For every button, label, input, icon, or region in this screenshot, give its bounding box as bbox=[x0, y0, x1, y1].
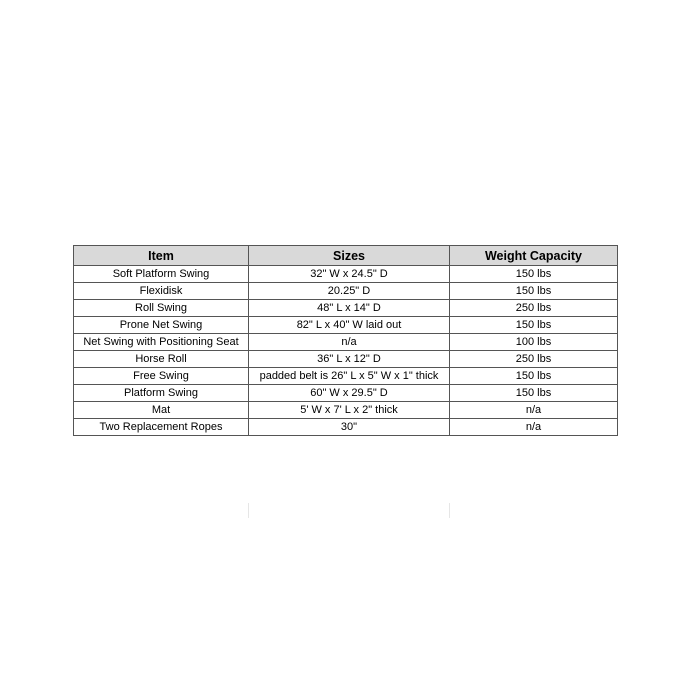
table-row bbox=[74, 419, 618, 436]
weight-capacity-cell: n/a bbox=[450, 419, 618, 436]
item-cell: Horse Roll bbox=[74, 351, 249, 368]
item-cell: Two Replacement Ropes bbox=[74, 419, 249, 436]
weight-capacity-cell: 150 lbs bbox=[450, 368, 618, 385]
weight-capacity-cell: n/a bbox=[450, 402, 618, 419]
sizes-cell: padded belt is 26" L x 5" W x 1" thick bbox=[249, 368, 450, 385]
sizes-cell: 48" L x 14" D bbox=[249, 300, 450, 317]
sizes-cell: 82" L x 40" W laid out bbox=[249, 317, 450, 334]
sizes-cell: 30" bbox=[249, 419, 450, 436]
table-row bbox=[74, 368, 618, 385]
product-specs-table bbox=[73, 245, 618, 436]
weight-capacity-cell: 250 lbs bbox=[450, 300, 618, 317]
item-cell: Flexidisk bbox=[74, 283, 249, 300]
table-row bbox=[74, 351, 618, 368]
faint-divider-line bbox=[248, 503, 249, 518]
item-cell: Net Swing with Positioning Seat bbox=[74, 334, 249, 351]
item-cell: Prone Net Swing bbox=[74, 317, 249, 334]
item-cell: Mat bbox=[74, 402, 249, 419]
table-row bbox=[74, 266, 618, 283]
column-header-item: Item bbox=[74, 246, 249, 266]
weight-capacity-cell: 250 lbs bbox=[450, 351, 618, 368]
item-cell: Soft Platform Swing bbox=[74, 266, 249, 283]
sizes-cell: 32" W x 24.5" D bbox=[249, 266, 450, 283]
column-header-weight-capacity: Weight Capacity bbox=[450, 246, 618, 266]
sizes-cell: n/a bbox=[249, 334, 450, 351]
table-row bbox=[74, 300, 618, 317]
table-row bbox=[74, 402, 618, 419]
item-cell: Roll Swing bbox=[74, 300, 249, 317]
weight-capacity-cell: 150 lbs bbox=[450, 385, 618, 402]
table-row bbox=[74, 317, 618, 334]
item-cell: Platform Swing bbox=[74, 385, 249, 402]
sizes-cell: 60" W x 29.5" D bbox=[249, 385, 450, 402]
sizes-cell: 36" L x 12" D bbox=[249, 351, 450, 368]
table-row bbox=[74, 385, 618, 402]
sizes-cell: 20.25" D bbox=[249, 283, 450, 300]
weight-capacity-cell: 150 lbs bbox=[450, 317, 618, 334]
item-cell: Free Swing bbox=[74, 368, 249, 385]
table-row bbox=[74, 334, 618, 351]
column-header-sizes: Sizes bbox=[249, 246, 450, 266]
table-row bbox=[74, 283, 618, 300]
weight-capacity-cell: 150 lbs bbox=[450, 283, 618, 300]
sizes-cell: 5' W x 7' L x 2" thick bbox=[249, 402, 450, 419]
header-row bbox=[74, 246, 618, 266]
weight-capacity-cell: 150 lbs bbox=[450, 266, 618, 283]
weight-capacity-cell: 100 lbs bbox=[450, 334, 618, 351]
faint-divider-line bbox=[449, 503, 450, 518]
